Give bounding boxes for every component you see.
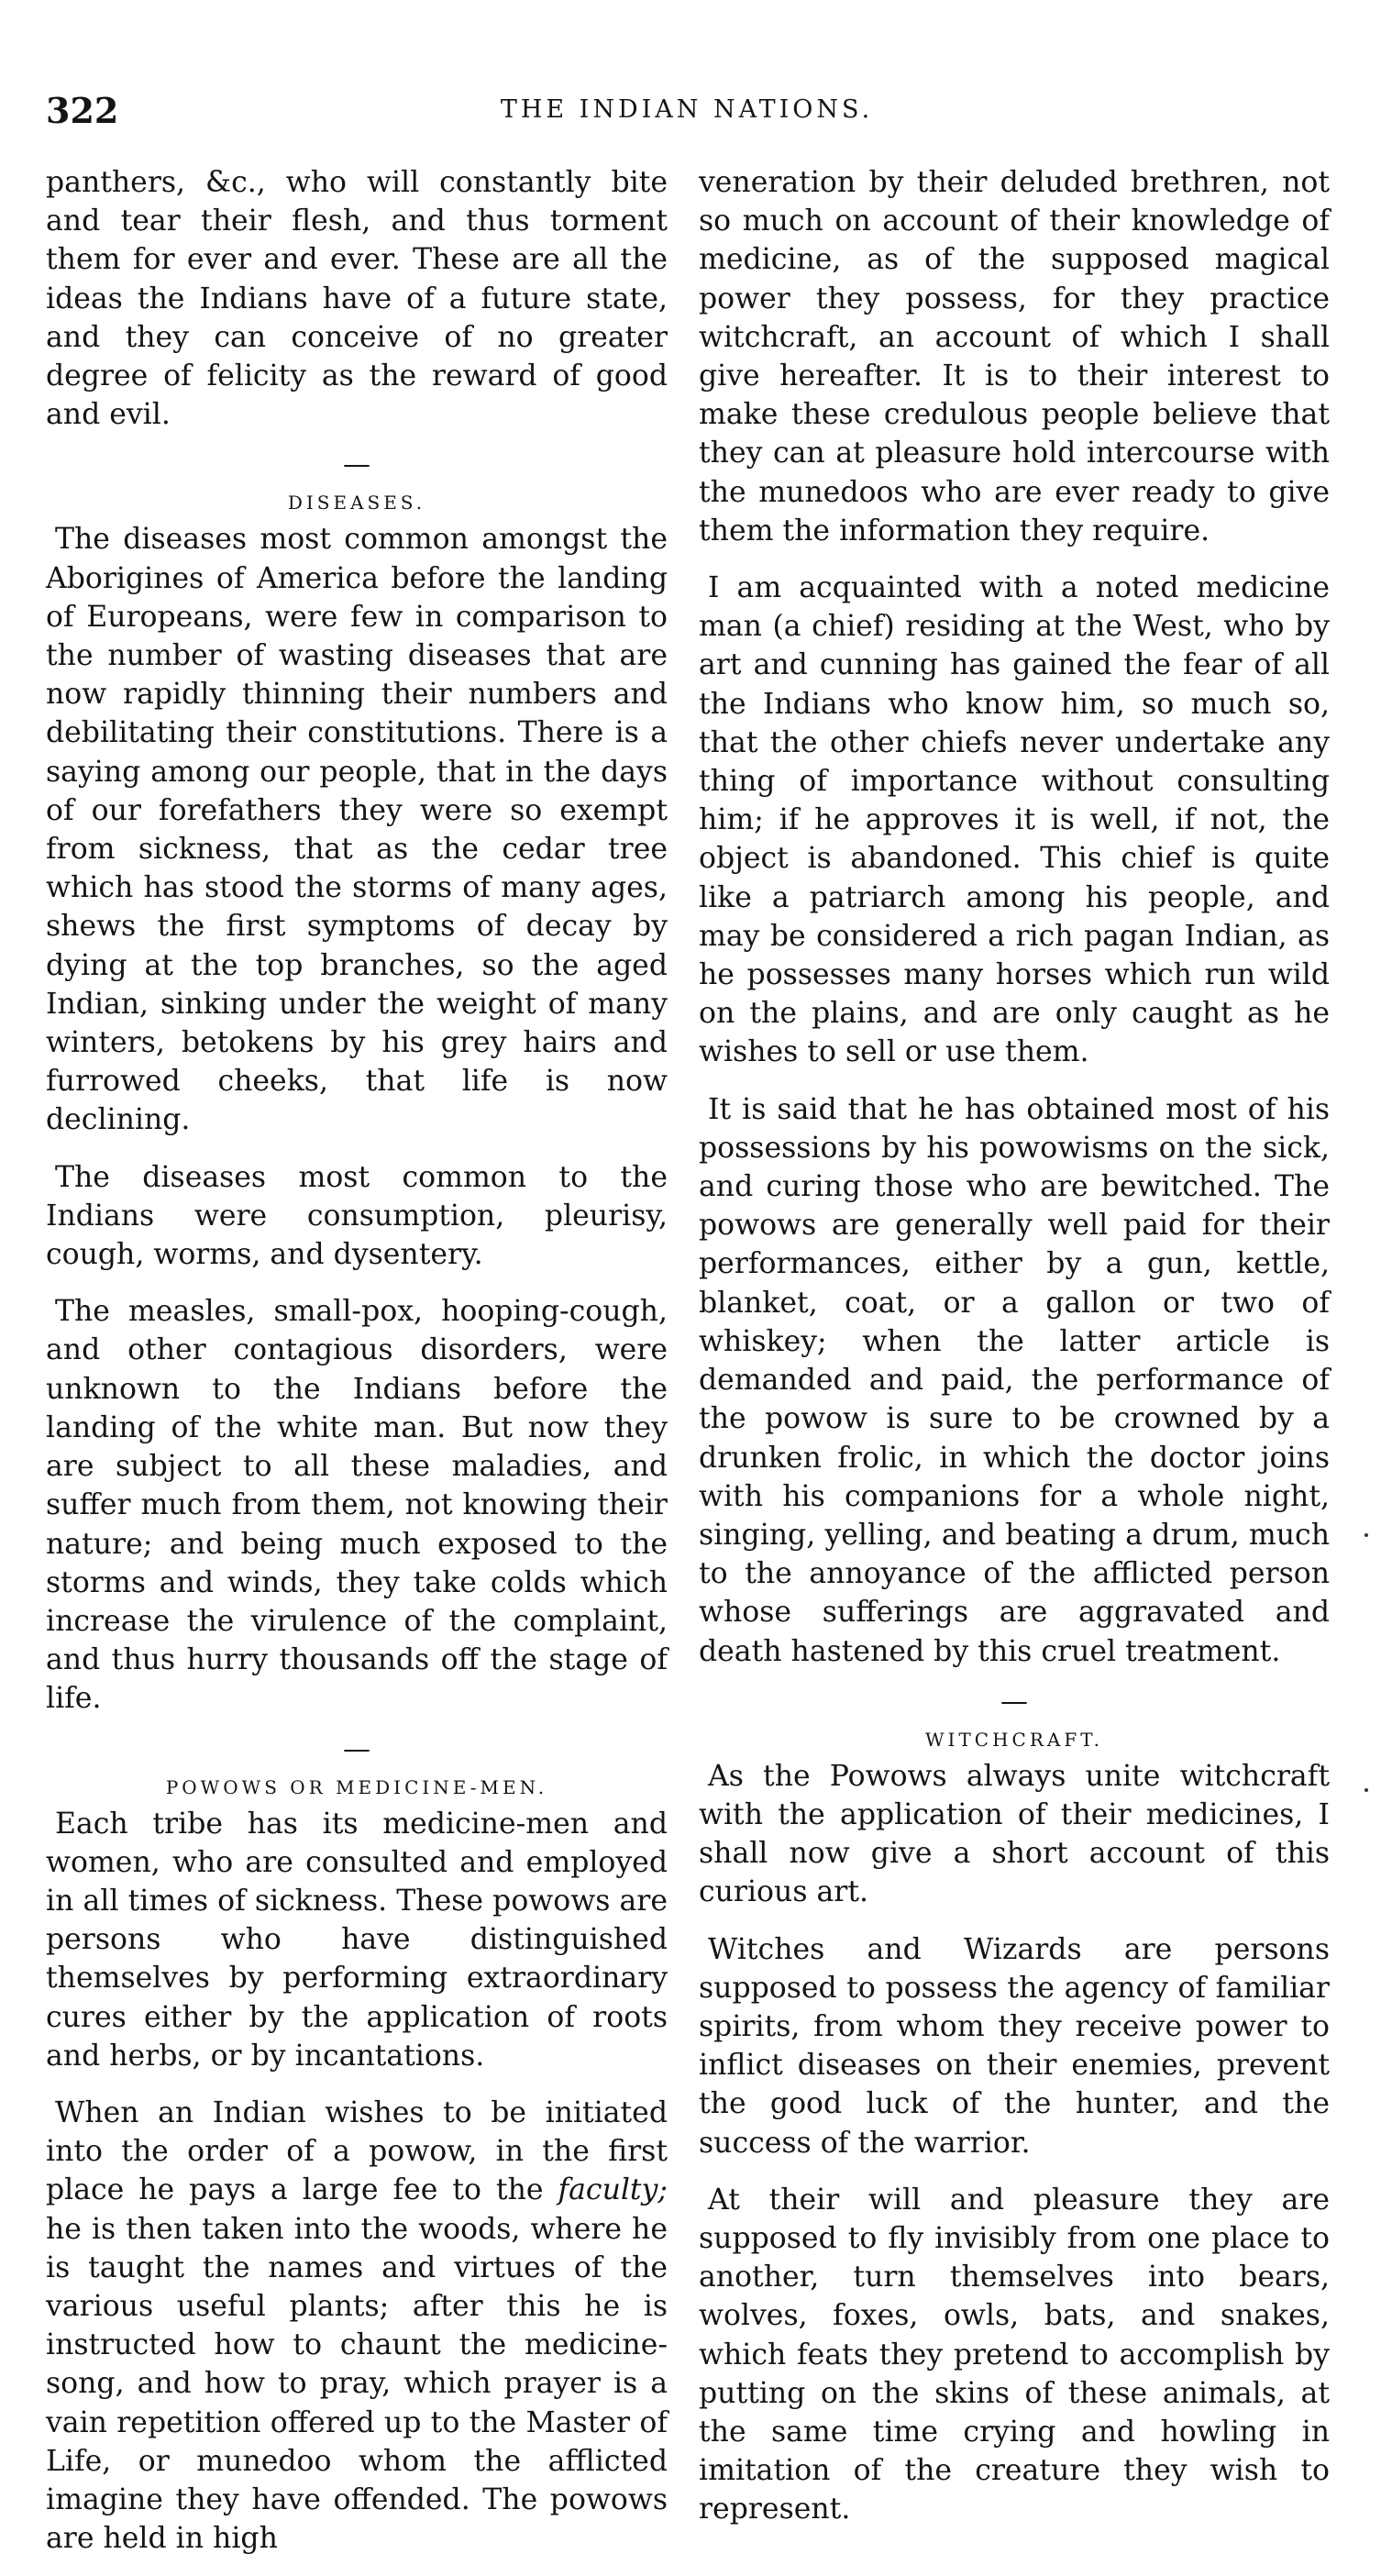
section-heading-diseases: DISEASES. [287, 492, 426, 514]
paragraph: At their will and pleasure they are supposed to fly invisibly from one place to another, turn themselves into bears, wolves, foxes, owls, bats, and snakes, which feats they pretend to accomplish by putting on the skins of these animals, at the same time crying and howling in imitation of the creature they wish to represent. [699, 2183, 1330, 2526]
paragraph: Witches and Wizards are persons supposed to possess the agency of familiar spirits, from whom they receive power to inflict diseases on their enemies, prevent the good luck of the hunter, and the success of the warrior. [699, 1932, 1330, 2160]
italic-word-faculty: faculty; [558, 2173, 668, 2207]
left-column [46, 163, 668, 2576]
scan-speck [1364, 1788, 1368, 1792]
paragraph: It is said that he has obtained most of his possessions by his powowisms on the sick, and curing those who are bewitched. The powows are generally well paid for their performances, either by a gun, kettle, blanket, coat, or a gallon or two of whiskey; when the latter article is demanded and paid, the performance of the powow is sure to be crowned by a drunken frolic, in which the doctor joins with his companions for a whole night, singing, yelling, and beating a drum, much to the annoyance of the afflicted person whose sufferings are aggravated and death hastened by this cruel treatment. [699, 1092, 1330, 1668]
section-divider: — [343, 448, 370, 481]
section-divider: — [1000, 1685, 1028, 1718]
paragraph: As the Powows always unite witchcraft with the application of their medicines, I shall now give a short account of this curious art. [699, 1759, 1330, 1909]
paragraph: Each tribe has its medicine-men and women, who are consulted and employed in all times of sickness. These powows are persons who have distinguished themselves by performing extraordinary cures either by the application of roots and herbs, or by incantations. [46, 1807, 668, 2073]
paragraph: veneration by their deluded brethren, not so much on account of their knowledge of medicine, as of the supposed magical power they possess, for they practice witchcraft, an account of which I shall give hereafter. It is to their interest to make these credulous people believe that they can at pleasure hold intercourse with the munedoos who are ever ready to give them the information they require. [699, 166, 1330, 547]
page-header [46, 90, 1328, 136]
text-run: he is then taken into the woods, where he is taught the names and virtues of the various useful plants; after this he is instructed how to chaunt the medicine-song, and how to pray, which prayer is a vain repetition offered up to the Master of Life, or munedoo whom the afflicted imagine they have offended. The powows are held in high [46, 2212, 668, 2556]
paragraph: I am acquainted with a noted medicine man (a chief) residing at the West, who by art and cunning has gained the fear of all the Indians who know him, so much so, that the other chiefs never undertake any thing of importance without consulting him; if he approves it is well, if not, the object is abandoned. This chief is quite like a patriarch among his people, and may be considered a rich pagan Indian, as he possesses many horses which run wild on the plains, and are only caught as he wishes to sell or use them. [699, 571, 1330, 1069]
section-divider: — [343, 1732, 370, 1765]
scan-speck [1364, 1533, 1368, 1537]
paragraph: panthers, &c., who will constantly bite and tear their flesh, and thus torment them for ever and ever. These are all the ideas the Indians have of a future state, and they can conceive of no greater degree of felicity as the reward of good and evil. [46, 166, 668, 432]
paragraph: The measles, small-pox, hooping-cough, and other contagious disorders, were unknown to the Indians before the landing of the white man. But now they are subject to all these maladies, and suffer much from them, not knowing their nature; and being much exposed to the storms and winds, they take colds which increase the virulence of the complaint, and thus hurry thousands off the stage of life. [46, 1295, 668, 1716]
running-title: THE INDIAN NATIONS. [500, 95, 874, 124]
section-heading-powows: POWOWS OR MEDICINE-MEN. [165, 1775, 548, 1798]
paragraph: The diseases most common amongst the Aborigines of America before the landing of Europeans, were few in comparison to the number of wasting diseases that are now rapidly thinning their numbers and debilitating their constitutions. There is a saying among our people, that in the days of our forefathers they were so exempt from sickness, that as the cedar tree which has stood the storms of many ages, shews the first symptoms of decay by dying at the top branches, so the aged Indian, sinking under the weight of many winters, betokens by his grey hairs and furrowed cheeks, that life is now declining. [46, 523, 668, 1137]
page-number: 322 [46, 90, 119, 131]
section-heading-witchcraft: WITCHCRAFT. [925, 1728, 1103, 1751]
paragraph: The diseases most common to the Indians were consumption, pleurisy, cough, worms, and dysentery. [46, 1160, 668, 1272]
paragraph [46, 2094, 668, 2558]
text-run: When an Indian wishes to be initiated into the order of a powow, in the first place he pays a large fee to the [46, 2095, 668, 2207]
right-column [699, 163, 1330, 2548]
